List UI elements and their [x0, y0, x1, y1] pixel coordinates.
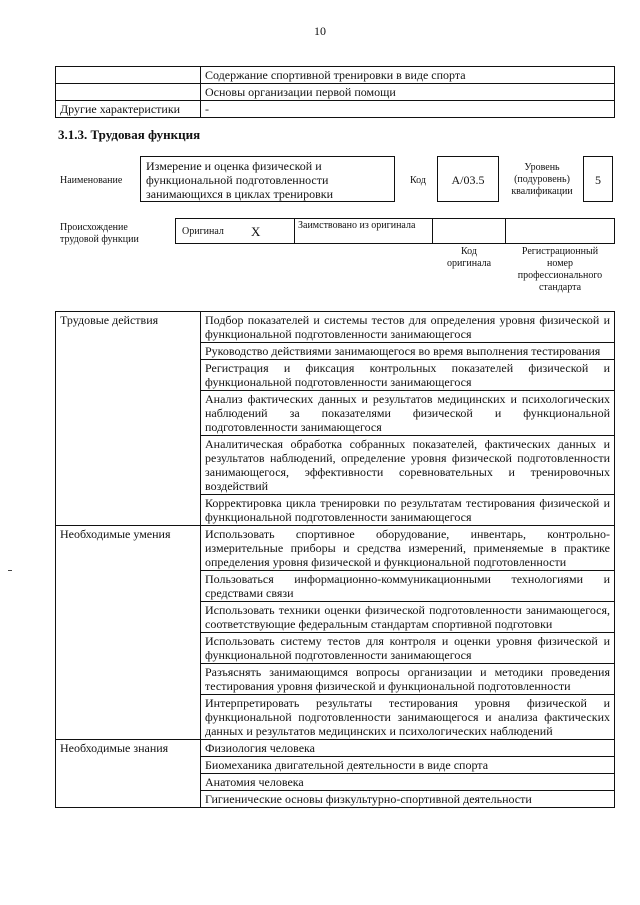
row-label — [56, 67, 201, 84]
section-title: 3.1.3. Трудовая функция — [58, 127, 201, 142]
table-cell: Регистрация и фиксация контрольных показателей физической и функциональной подготовленности занимающегося — [201, 360, 615, 391]
table-cell: Подбор показателей и системы тестов для определения уровня физической и функциональной подготовленности занимающегося — [201, 312, 615, 343]
table-row — [56, 740, 615, 757]
borrowed-label: Заимствовано из оригинала — [298, 220, 416, 231]
table-row — [56, 526, 615, 571]
table-cell: Пользоваться информационно-коммуникационными технологиями и средствами связи — [201, 571, 615, 602]
row-value: Содержание спортивной тренировки в виде спорта — [201, 67, 615, 84]
origin-divider — [432, 218, 433, 244]
table-cell: Аналитическая обработка собранных показателей, фактических данных и результатов наблюдений, определение уровня физической подготовленности занимающегося, эффективности соревновательных и тренировочных воздействий — [201, 436, 615, 495]
category-label: Необходимые знания — [56, 740, 201, 808]
table-row — [56, 101, 615, 118]
table-cell: Корректировка цикла тренировки по результатам тестирования физической и функциональной подготовленности занимающегося — [201, 495, 615, 526]
original-label: Оригинал — [182, 226, 224, 237]
margin-mark — [8, 570, 12, 571]
labor-function-table — [55, 311, 615, 808]
table-cell: Анализ фактических данных и результатов медицинских и психологических наблюдений за показателями физической и функциональной подготовленности занимающегося — [201, 391, 615, 436]
category-label: Необходимые умения — [56, 526, 201, 740]
table-cell: Использовать техники оценки физической подготовленности занимающегося, соответствующие федеральным стандартам спортивной подготовки — [201, 602, 615, 633]
table-row — [56, 84, 615, 101]
code-value: А/03.5 — [451, 173, 485, 187]
row-label — [56, 84, 201, 101]
origin-label: Происхождение трудовой функции — [60, 222, 139, 245]
origin-divider — [505, 218, 506, 244]
characteristics-table — [55, 66, 615, 118]
level-label: Уровень (подуровень) квалификации — [511, 162, 573, 197]
table-row — [56, 312, 615, 343]
original-mark: X — [251, 224, 261, 239]
function-name-value: Измерение и оценка физической и функциональной подготовленности занимающихся в циклах тренировки — [146, 159, 334, 201]
function-name-box — [140, 156, 395, 202]
reg-number-caption: Регистрационный номер профессионального стандарта — [517, 246, 603, 293]
table-cell: Гигиенические основы физкультурно-спортивной деятельности — [201, 791, 615, 808]
name-label: Наименование — [60, 175, 123, 186]
level-box — [583, 156, 613, 202]
table-cell: Использовать систему тестов для контроля и оценки уровня физической и функциональной подготовленности занимающегося — [201, 633, 615, 664]
table-cell: Интерпретировать результаты тестирования уровня физической и функциональной подготовленности занимающегося и анализа фактических данных и результатов медицинских и психологических наблюдений — [201, 695, 615, 740]
row-value: - — [201, 101, 615, 118]
table-row — [56, 67, 615, 84]
page-number: 10 — [314, 24, 326, 38]
row-value: Основы организации первой помощи — [201, 84, 615, 101]
table-cell: Руководство действиями занимающегося во время выполнения тестирования — [201, 343, 615, 360]
row-label: Другие характеристики — [56, 101, 201, 118]
table-cell: Биомеханика двигательной деятельности в виде спорта — [201, 757, 615, 774]
table-cell: Анатомия человека — [201, 774, 615, 791]
table-cell: Использовать спортивное оборудование, инвентарь, контрольно-измерительные приборы и средства измерений, применяемые в практике определения уровня физической и функциональной подготовленности — [201, 526, 615, 571]
code-original-caption: Код оригинала — [446, 246, 492, 269]
code-label: Код — [410, 175, 426, 186]
code-box — [437, 156, 499, 202]
table-cell: Физиология человека — [201, 740, 615, 757]
table-cell: Разъяснять занимающимся вопросы организации и методики проведения тестирования уровня физической и функциональной подготовленности — [201, 664, 615, 695]
level-value: 5 — [595, 173, 601, 187]
category-label: Трудовые действия — [56, 312, 201, 526]
origin-divider — [294, 218, 295, 244]
